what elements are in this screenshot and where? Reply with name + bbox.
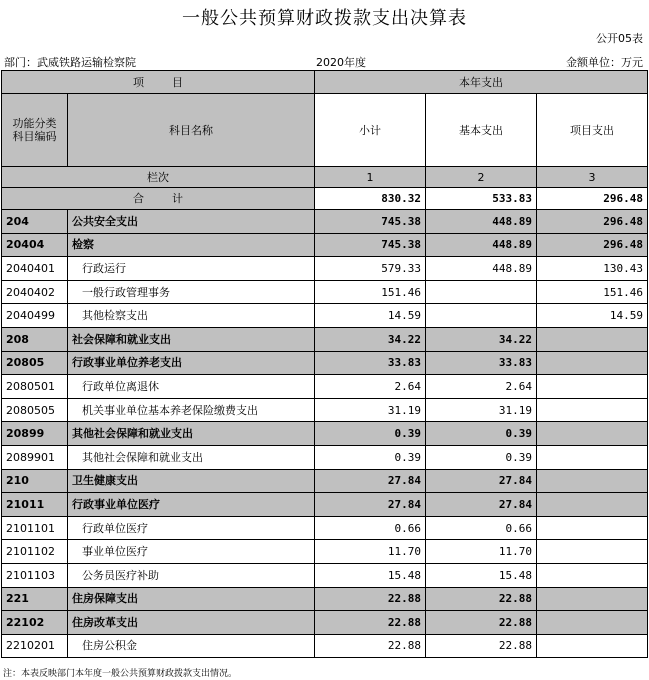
row-name: 住房公积金 [68, 634, 315, 658]
row-subtotal: 15.48 [315, 563, 426, 587]
header-subtotal: 小计 [315, 94, 426, 167]
row-subtotal: 22.88 [315, 611, 426, 635]
row-code: 2080505 [2, 398, 68, 422]
row-project: 151.46 [537, 280, 648, 304]
row-basic: 22.88 [426, 587, 537, 611]
row-project [537, 634, 648, 658]
row-subtotal: 33.83 [315, 351, 426, 375]
row-name: 其他社会保障和就业支出 [68, 445, 315, 469]
row-project: 130.43 [537, 257, 648, 281]
table-row [2, 422, 648, 446]
row-code: 2089901 [2, 445, 68, 469]
row-project [537, 351, 648, 375]
header-item: 项 目 [2, 71, 315, 94]
header-subject-name: 科目名称 [68, 94, 315, 167]
row-name: 行政事业单位养老支出 [68, 351, 315, 375]
row-basic: 22.88 [426, 634, 537, 658]
row-basic: 27.84 [426, 469, 537, 493]
row-name: 住房保障支出 [68, 587, 315, 611]
table-row [2, 327, 648, 351]
row-basic [426, 304, 537, 328]
row-subtotal: 0.39 [315, 445, 426, 469]
table-row [2, 398, 648, 422]
row-code: 204 [2, 210, 68, 234]
row-subtotal: 22.88 [315, 634, 426, 658]
row-name: 其他检察支出 [68, 304, 315, 328]
row-code: 21011 [2, 493, 68, 517]
department-label: 部门：武威铁路运输检察院 [4, 56, 136, 69]
row-project [537, 469, 648, 493]
row-code: 210 [2, 469, 68, 493]
row-subtotal: 745.38 [315, 233, 426, 257]
row-name: 卫生健康支出 [68, 469, 315, 493]
table-row [2, 587, 648, 611]
row-code: 20404 [2, 233, 68, 257]
header-project: 项目支出 [537, 94, 648, 167]
row-code: 20805 [2, 351, 68, 375]
row-project [537, 327, 648, 351]
unit-label: 金额单位：万元 [566, 56, 643, 69]
row-project: 14.59 [537, 304, 648, 328]
row-code: 22102 [2, 611, 68, 635]
total-row [2, 188, 648, 210]
expenditure-table [1, 70, 648, 658]
row-project [537, 540, 648, 564]
row-basic: 27.84 [426, 493, 537, 517]
row-code: 2101103 [2, 563, 68, 587]
row-subtotal: 11.70 [315, 540, 426, 564]
row-code: 2040402 [2, 280, 68, 304]
form-code: 公开05表 [596, 32, 643, 45]
row-code: 2101101 [2, 516, 68, 540]
row-basic: 0.39 [426, 445, 537, 469]
row-name: 其他社会保障和就业支出 [68, 422, 315, 446]
row-project [537, 493, 648, 517]
table-row [2, 304, 648, 328]
header-row-2 [2, 94, 648, 167]
header-col3: 3 [537, 167, 648, 188]
row-subtotal: 27.84 [315, 469, 426, 493]
row-project [537, 611, 648, 635]
row-subtotal: 0.66 [315, 516, 426, 540]
row-basic: 34.22 [426, 327, 537, 351]
row-subtotal: 14.59 [315, 304, 426, 328]
row-project [537, 398, 648, 422]
row-subtotal: 0.39 [315, 422, 426, 446]
table-row [2, 233, 648, 257]
table-row [2, 257, 648, 281]
row-subtotal: 34.22 [315, 327, 426, 351]
row-project: 296.48 [537, 210, 648, 234]
row-code: 2040499 [2, 304, 68, 328]
total-project: 296.48 [537, 188, 648, 210]
row-basic: 33.83 [426, 351, 537, 375]
row-basic: 11.70 [426, 540, 537, 564]
row-name: 行政单位医疗 [68, 516, 315, 540]
row-code: 2101102 [2, 540, 68, 564]
row-name: 机关事业单位基本养老保险缴费支出 [68, 398, 315, 422]
header-func-code: 功能分类 科目编码 [2, 94, 68, 167]
row-basic [426, 280, 537, 304]
header-row-3 [2, 167, 648, 188]
total-subtotal: 830.32 [315, 188, 426, 210]
table-row [2, 634, 648, 658]
row-subtotal: 2.64 [315, 375, 426, 399]
row-basic: 0.66 [426, 516, 537, 540]
row-name: 行政事业单位医疗 [68, 493, 315, 517]
row-name: 公共安全支出 [68, 210, 315, 234]
header-current-year: 本年支出 [315, 71, 648, 94]
table-row [2, 280, 648, 304]
row-name: 一般行政管理事务 [68, 280, 315, 304]
table-row [2, 563, 648, 587]
total-label: 合 计 [2, 188, 315, 210]
row-project [537, 563, 648, 587]
header-col2: 2 [426, 167, 537, 188]
header-row-1 [2, 71, 648, 94]
footnote: 注：本表反映部门本年度一般公共预算财政拨款支出情况。 [3, 669, 238, 679]
table-row [2, 516, 648, 540]
row-code: 2040401 [2, 257, 68, 281]
row-subtotal: 27.84 [315, 493, 426, 517]
row-basic: 15.48 [426, 563, 537, 587]
header-basic: 基本支出 [426, 94, 537, 167]
row-subtotal: 151.46 [315, 280, 426, 304]
row-name: 检察 [68, 233, 315, 257]
row-name: 行政单位离退休 [68, 375, 315, 399]
row-code: 2210201 [2, 634, 68, 658]
row-subtotal: 579.33 [315, 257, 426, 281]
row-project: 296.48 [537, 233, 648, 257]
table-row [2, 445, 648, 469]
table-row [2, 493, 648, 517]
row-project [537, 375, 648, 399]
total-basic: 533.83 [426, 188, 537, 210]
row-subtotal: 745.38 [315, 210, 426, 234]
row-name: 行政运行 [68, 257, 315, 281]
row-project [537, 422, 648, 446]
page-title: 一般公共预算财政拨款支出决算表 [182, 8, 467, 29]
row-project [537, 587, 648, 611]
row-subtotal: 31.19 [315, 398, 426, 422]
row-code: 221 [2, 587, 68, 611]
year-label: 2020年度 [316, 56, 366, 69]
table-row [2, 540, 648, 564]
table-row [2, 351, 648, 375]
row-basic: 448.89 [426, 210, 537, 234]
row-basic: 448.89 [426, 233, 537, 257]
table-row [2, 210, 648, 234]
row-basic: 22.88 [426, 611, 537, 635]
header-col1: 1 [315, 167, 426, 188]
row-code: 20899 [2, 422, 68, 446]
table-row [2, 469, 648, 493]
row-name: 公务员医疗补助 [68, 563, 315, 587]
row-name: 社会保障和就业支出 [68, 327, 315, 351]
header-col-label: 栏次 [2, 167, 315, 188]
row-project [537, 445, 648, 469]
row-name: 事业单位医疗 [68, 540, 315, 564]
row-basic: 31.19 [426, 398, 537, 422]
table-row [2, 375, 648, 399]
row-code: 208 [2, 327, 68, 351]
row-project [537, 516, 648, 540]
table-row [2, 611, 648, 635]
row-subtotal: 22.88 [315, 587, 426, 611]
row-basic: 448.89 [426, 257, 537, 281]
row-name: 住房改革支出 [68, 611, 315, 635]
row-basic: 0.39 [426, 422, 537, 446]
row-code: 2080501 [2, 375, 68, 399]
row-basic: 2.64 [426, 375, 537, 399]
